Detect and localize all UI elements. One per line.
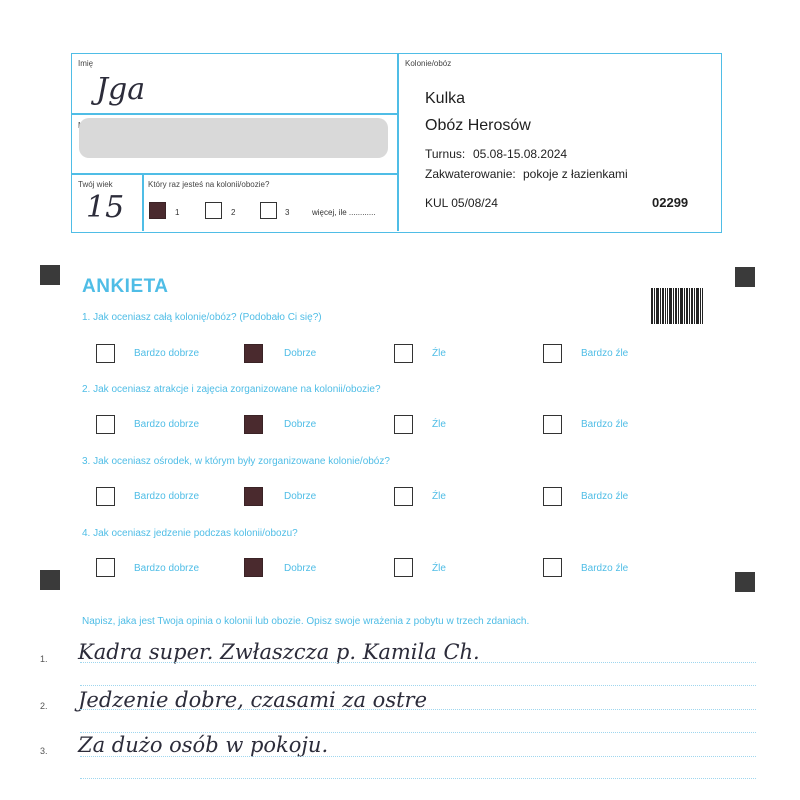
opinion-line-1-number: 1.: [40, 654, 48, 664]
camp-code: KUL 05/08/24: [425, 196, 498, 210]
opinion-line-1-text[interactable]: Kadra super. Zwłaszcza p. Kamila Ch.: [78, 640, 480, 664]
q4-option-very-good-label: Bardzo dobrze: [134, 563, 200, 574]
opinion-line-2-text[interactable]: Jedzenie dobre, czasami za ostre: [78, 688, 428, 712]
age-value: 15: [86, 190, 125, 225]
question-4: 4. Jak oceniasz jedzenie podczas kolonii/obozu?: [82, 528, 298, 539]
camp-title: Obóz Herosów: [425, 117, 531, 134]
times-label: Który raz jesteś na kolonii/obozie?: [148, 180, 270, 189]
question-2: 2. Jak oceniasz atrakcje i zajęcia zorganizowane na kolonii/obozie?: [82, 384, 381, 395]
times-more-field: więcej, ile ............: [312, 208, 376, 217]
q3-option-good-checkbox[interactable]: [244, 487, 263, 506]
question-3: 3. Jak oceniasz ośrodek, w którym były zorganizowane kolonie/obóz?: [82, 456, 390, 467]
barcode-icon: [651, 288, 703, 324]
q1-option-bad-label: Źle: [432, 348, 446, 359]
q1-option-very-good-checkbox[interactable]: [96, 344, 115, 363]
q3-option-very-bad-checkbox[interactable]: [543, 487, 562, 506]
q4-option-very-good-checkbox[interactable]: [96, 558, 115, 577]
camp-label: Kolonie/obóz: [405, 59, 452, 68]
q1-option-good-checkbox[interactable]: [244, 344, 263, 363]
age-divider: [142, 173, 144, 231]
q3-option-bad-label: Źle: [432, 491, 446, 502]
opinion-line-2-number: 2.: [40, 701, 48, 711]
name-label: Imię: [78, 59, 94, 68]
q3-option-very-bad-label: Bardzo źle: [581, 491, 629, 502]
opinion-line-1-rule: [80, 662, 756, 663]
registration-marker-bottom-right: [735, 572, 755, 592]
q2-option-very-bad-label: Bardzo źle: [581, 419, 629, 430]
q3-option-very-good-label: Bardzo dobrze: [134, 491, 200, 502]
registration-marker-top-left: [40, 265, 60, 285]
q1-option-bad-checkbox[interactable]: [394, 344, 413, 363]
accommodation-label: Zakwaterowanie:: [425, 167, 516, 181]
header-divider: [397, 54, 399, 231]
surname-row-divider: [72, 173, 397, 175]
turnus-value: 05.08-15.08.2024: [473, 147, 568, 161]
opinion-line-3-rule: [80, 756, 756, 757]
times-option-3: 3: [285, 208, 290, 217]
q1-option-very-bad-label: Bardzo źle: [581, 348, 629, 359]
q1-option-very-good-label: Bardzo dobrze: [134, 348, 200, 359]
age-label: Twój wiek: [78, 180, 113, 189]
q2-option-good-label: Dobrze: [284, 419, 317, 430]
q2-option-very-bad-checkbox[interactable]: [543, 415, 562, 434]
times-option-2: 2: [231, 208, 236, 217]
q2-option-very-good-label: Bardzo dobrze: [134, 419, 200, 430]
q3-option-very-good-checkbox[interactable]: [96, 487, 115, 506]
q4-option-bad-label: Źle: [432, 563, 446, 574]
q2-option-very-good-checkbox[interactable]: [96, 415, 115, 434]
q4-option-very-bad-label: Bardzo źle: [581, 563, 629, 574]
q4-option-very-bad-checkbox[interactable]: [543, 558, 562, 577]
q4-option-good-checkbox[interactable]: [244, 558, 263, 577]
turnus-label: Turnus:: [425, 147, 466, 161]
q2-option-bad-checkbox[interactable]: [394, 415, 413, 434]
question-1: 1. Jak oceniasz całą kolonię/obóz? (Podobało Ci się?): [82, 312, 322, 323]
times-option-1: 1: [175, 208, 180, 217]
registration-marker-top-right: [735, 267, 755, 287]
registration-marker-bottom-left: [40, 570, 60, 590]
times-checkbox-1[interactable]: [149, 202, 166, 219]
times-checkbox-3[interactable]: [260, 202, 277, 219]
q1-option-very-bad-checkbox[interactable]: [543, 344, 562, 363]
q3-option-bad-checkbox[interactable]: [394, 487, 413, 506]
form-number: 02299: [652, 195, 689, 210]
q4-option-bad-checkbox[interactable]: [394, 558, 413, 577]
opinion-line-2-rule: [80, 709, 756, 710]
opinion-line-3b-rule: [80, 778, 756, 779]
accommodation-value: pokoje z łazienkami: [523, 167, 628, 181]
survey-title: ANKIETA: [82, 276, 169, 297]
opinion-line-3-number: 3.: [40, 746, 48, 756]
q2-option-good-checkbox[interactable]: [244, 415, 263, 434]
times-checkbox-2[interactable]: [205, 202, 222, 219]
redacted-surname: [79, 118, 388, 158]
name-value: Jga: [96, 72, 146, 107]
opinion-prompt: Napisz, jaka jest Twoja opinia o kolonii lub obozie. Opisz swoje wrażenia z pobytu w trzech zdaniach.: [82, 616, 530, 627]
opinion-line-1b-rule: [80, 685, 756, 686]
opinion-line-3-text[interactable]: Za dużo osób w pokoju.: [78, 733, 329, 757]
camp-name: Kulka: [425, 90, 466, 107]
q2-option-bad-label: Źle: [432, 419, 446, 430]
q4-option-good-label: Dobrze: [284, 563, 317, 574]
q3-option-good-label: Dobrze: [284, 491, 317, 502]
name-row-divider: [72, 113, 397, 115]
q1-option-good-label: Dobrze: [284, 348, 317, 359]
